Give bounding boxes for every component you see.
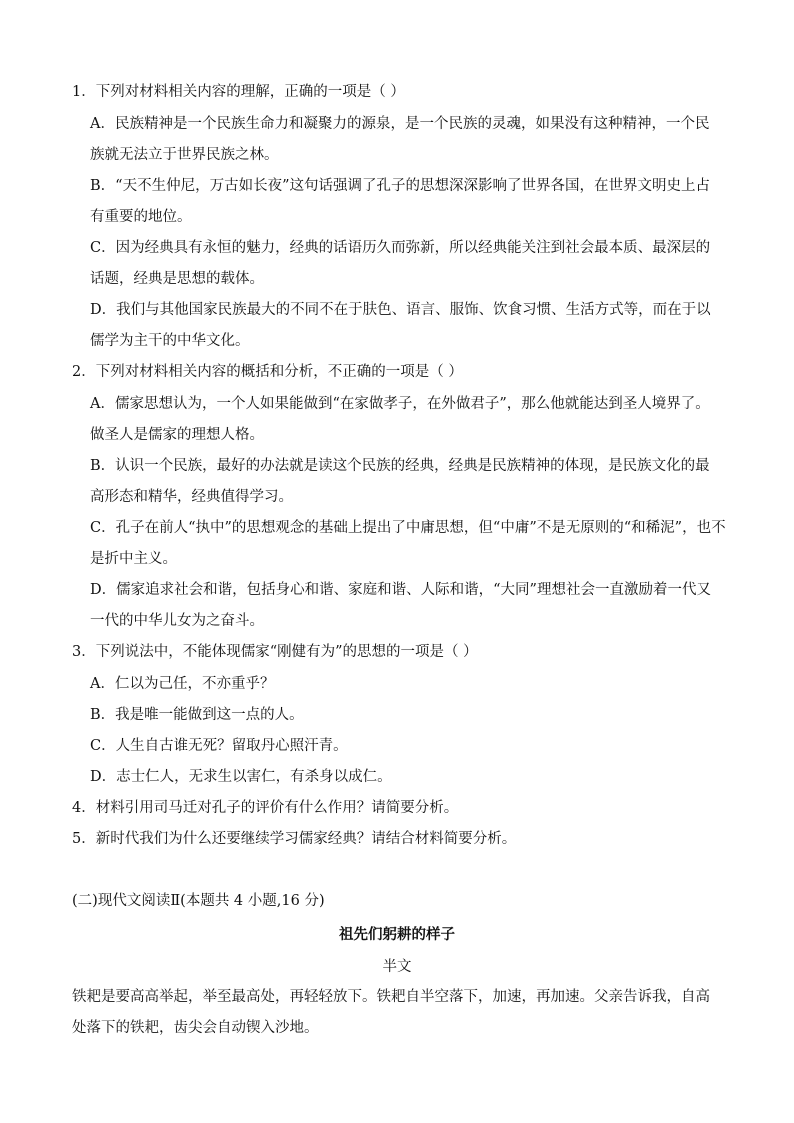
question-1-option-d-cont: 儒学为主干的中华文化。 — [90, 333, 250, 349]
section-heading: (二)现代文阅读Ⅱ(本题共 4 小题,16 分) — [72, 893, 325, 909]
question-2-option-c: C．孔子在前人“执中”的思想观念的基础上提出了中庸思想，但“中庸”不是无原则的“和稀泥”，也不 — [90, 520, 726, 536]
question-4-stem: 4．材料引用司马迁对孔子的评价有什么作用？请简要分析。 — [72, 800, 459, 816]
question-1-stem: 1．下列对材料相关内容的理解，正确的一项是（ ） — [72, 84, 405, 100]
question-1-option-c-cont: 话题，经典是思想的载体。 — [90, 271, 264, 287]
question-1-option-c: C．因为经典具有永恒的魅力，经典的话语历久而弥新，所以经典能关注到社会最本质、最深层的 — [90, 240, 711, 256]
question-1-option-d: D．我们与其他国家民族最大的不同不在于肤色、语言、服饰、饮食习惯、生活方式等，而在于以 — [90, 302, 711, 318]
question-1-option-b-cont: 有重要的地位。 — [90, 209, 192, 225]
question-3-stem: 3．下列说法中，不能体现儒家“刚健有为”的思想的一项是（ ） — [72, 644, 478, 660]
question-2-option-d-cont: 一代的中华儿女为之奋斗。 — [90, 613, 264, 629]
question-2-option-d: D．儒家追求社会和谐，包括身心和谐、家庭和谐、人际和谐，“大同”理想社会一直激励着一代又 — [90, 582, 711, 598]
question-3-option-c: C．人生自古谁无死？留取丹心照汗青。 — [90, 738, 348, 754]
question-1-option-a-cont: 族就无法立于世界民族之林。 — [90, 147, 279, 163]
question-3-option-a: A．仁以为己任，不亦重乎？ — [90, 676, 275, 692]
article-title: 祖先们躬耕的样子 — [339, 926, 455, 943]
question-2-option-c-cont: 是折中主义。 — [90, 551, 177, 567]
question-2-option-b: B．认识一个民族，最好的办法就是读这个民族的经典，经典是民族精神的体现，是民族文化的最 — [90, 458, 710, 474]
question-2-option-b-cont: 高形态和精华，经典值得学习。 — [90, 489, 293, 505]
question-3-option-b: B．我是唯一能做到这一点的人。 — [90, 707, 304, 723]
question-2-stem: 2．下列对材料相关内容的概括和分析，不正确的一项是（ ） — [72, 364, 463, 380]
article-paragraph-line-2: 处落下的铁耙，齿尖会自动锲入沙地。 — [72, 1020, 319, 1036]
question-1-option-a: A．民族精神是一个民族生命力和凝聚力的源泉，是一个民族的灵魂，如果没有这种精神，一个民 — [90, 116, 710, 132]
question-3-option-d: D．志士仁人，无求生以害仁，有杀身以成仁。 — [90, 769, 392, 785]
question-1-option-b: B．“天不生仲尼，万古如长夜”这句话强调了孔子的思想深深影响了世界各国，在世界文明史上占 — [90, 178, 710, 194]
question-2-option-a-cont: 做圣人是儒家的理想人格。 — [90, 427, 264, 443]
article-author: 半文 — [382, 959, 412, 975]
article-paragraph-line-1: 铁耙是要高高举起，举至最高处，再轻轻放下。铁耙自半空落下，加速，再加速。父亲告诉我，自高 — [72, 989, 710, 1005]
question-5-stem: 5．新时代我们为什么还要继续学习儒家经典？请结合材料简要分析。 — [72, 831, 517, 847]
question-2-option-a: A．儒家思想认为，一个人如果能做到“在家做孝子，在外做君子”，那么他就能达到圣人境界了。 — [90, 396, 710, 412]
